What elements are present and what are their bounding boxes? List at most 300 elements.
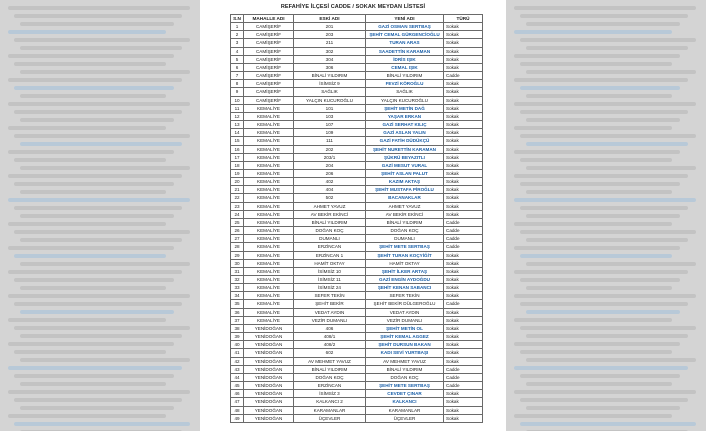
neighborhood-cell: CAMİŞERİF	[244, 47, 294, 55]
background-stripe	[8, 54, 174, 58]
background-stripe	[526, 22, 680, 26]
row-number: 31	[231, 267, 244, 275]
table-row	[231, 80, 483, 88]
old-name-cell: BİNALİ YILDIRIM	[294, 365, 366, 373]
background-stripe	[20, 310, 174, 314]
background-stripe	[20, 382, 166, 386]
type-cell: Cadde	[444, 300, 483, 308]
new-name-cell: FEVZİ KÖROĞLU	[366, 80, 444, 88]
new-name-cell: ŞEHİT METİN DAĞ	[366, 104, 444, 112]
background-stripe	[14, 398, 182, 402]
new-name-cell: ŞEHİT CEMAL GÜRGENCİOĞLU	[366, 31, 444, 39]
type-cell: Sokak	[444, 308, 483, 316]
neighborhood-cell: YENİDOĞAN	[244, 373, 294, 381]
table-row	[231, 104, 483, 112]
type-cell: Sokak	[444, 194, 483, 202]
row-number: 20	[231, 178, 244, 186]
table-row	[231, 398, 483, 406]
header-row	[231, 15, 483, 23]
background-stripe	[520, 422, 696, 426]
type-cell: Sokak	[444, 284, 483, 292]
new-name-cell: BACANAKLAR	[366, 194, 444, 202]
col-header-new-name: YENİ ADI	[366, 15, 444, 23]
background-stripe	[20, 286, 166, 290]
new-name-cell: ŞEHİT ASLAN PALUT	[366, 169, 444, 177]
neighborhood-cell: KEMALİYE	[244, 292, 294, 300]
new-name-cell: KAZIM AKTAŞ	[366, 178, 444, 186]
new-name-cell: ŞEHİT DURSUN BAKAN	[366, 341, 444, 349]
background-stripe	[526, 382, 672, 386]
background-stripe	[14, 254, 166, 258]
type-cell: Cadde	[444, 373, 483, 381]
new-name-cell: YAŞAR ERKAN	[366, 112, 444, 120]
col-header-no: S.N	[231, 15, 244, 23]
background-stripe	[520, 326, 696, 330]
background-stripe	[14, 230, 190, 234]
background-stripe	[526, 286, 672, 290]
table-row	[231, 121, 483, 129]
background-stripe	[514, 78, 688, 82]
old-name-cell: 408/1	[294, 333, 366, 341]
new-name-cell: KARAMANLAR	[366, 406, 444, 414]
background-stripe	[520, 350, 672, 354]
old-name-cell: AHMET YAVUZ	[294, 202, 366, 210]
background-stripe	[8, 78, 182, 82]
new-name-cell: GAZİ ENGİN AYDOĞDU	[366, 276, 444, 284]
neighborhood-cell: KEMALİYE	[244, 300, 294, 308]
neighborhood-cell: KEMALİYE	[244, 153, 294, 161]
neighborhood-cell: CAMİŞERİF	[244, 39, 294, 47]
old-name-cell: İSİMSİZ 10	[294, 267, 366, 275]
new-name-cell: İDRİS IŞIK	[366, 55, 444, 63]
background-stripe	[14, 14, 182, 18]
row-number: 26	[231, 227, 244, 235]
type-cell: Sokak	[444, 129, 483, 137]
new-name-cell: ŞEHİT MUSTAFA PİROĞLU	[366, 186, 444, 194]
neighborhood-cell: KEMALİYE	[244, 137, 294, 145]
table-row	[231, 406, 483, 414]
table-row	[231, 55, 483, 63]
background-stripe	[20, 406, 174, 410]
background-stripe	[526, 334, 688, 338]
table-row	[231, 112, 483, 120]
old-name-cell: 404	[294, 186, 366, 194]
old-name-cell: 402	[294, 178, 366, 186]
table-body	[231, 23, 483, 423]
table-row	[231, 349, 483, 357]
row-number: 1	[231, 23, 244, 31]
neighborhood-cell: KEMALİYE	[244, 129, 294, 137]
table-row	[231, 129, 483, 137]
row-number: 32	[231, 276, 244, 284]
type-cell: Sokak	[444, 104, 483, 112]
old-name-cell: 111	[294, 137, 366, 145]
new-name-cell: ŞEHİT BEKİR DÜLGEROĞLU	[366, 300, 444, 308]
table-row	[231, 186, 483, 194]
type-cell: Sokak	[444, 349, 483, 357]
background-stripe	[526, 142, 688, 146]
old-name-cell: KARAMANLAR	[294, 406, 366, 414]
row-number: 39	[231, 333, 244, 341]
neighborhood-cell: YENİDOĞAN	[244, 333, 294, 341]
background-stripe	[14, 326, 190, 330]
type-cell: Sokak	[444, 341, 483, 349]
table-row	[231, 414, 483, 422]
new-name-cell: SAĞLIK	[366, 88, 444, 96]
row-number: 24	[231, 210, 244, 218]
table-row	[231, 161, 483, 169]
background-stripe	[520, 14, 688, 18]
table-row	[231, 365, 483, 373]
type-cell: Cadde	[444, 227, 483, 235]
type-cell: Sokak	[444, 63, 483, 71]
background-stripe	[526, 214, 680, 218]
row-number: 18	[231, 161, 244, 169]
neighborhood-cell: YENİDOĞAN	[244, 390, 294, 398]
background-stripe	[20, 70, 190, 74]
background-stripe	[8, 270, 182, 274]
table-row	[231, 169, 483, 177]
background-stripe	[526, 262, 696, 266]
row-number: 36	[231, 308, 244, 316]
neighborhood-cell: YENİDOĞAN	[244, 414, 294, 422]
row-number: 14	[231, 129, 244, 137]
background-stripe	[20, 22, 174, 26]
table-row	[231, 259, 483, 267]
new-name-cell: ŞEHİT KENAN SABANCI	[366, 284, 444, 292]
table-row	[231, 373, 483, 381]
type-cell: Cadde	[444, 365, 483, 373]
old-name-cell: İSİMSİZ 9	[294, 80, 366, 88]
neighborhood-cell: YENİDOĞAN	[244, 349, 294, 357]
type-cell: Cadde	[444, 72, 483, 80]
background-stripe	[526, 406, 680, 410]
row-number: 49	[231, 414, 244, 422]
background-stripe	[14, 278, 174, 282]
type-cell: Sokak	[444, 259, 483, 267]
new-name-cell: BİNALİ YILDIRIM	[366, 72, 444, 80]
new-name-cell: ŞEHİT KEMAL AGGEZ	[366, 333, 444, 341]
new-name-cell: SAADETTİN KARAMAN	[366, 47, 444, 55]
old-name-cell: AV BEKİR EKİNCİ	[294, 210, 366, 218]
new-name-cell: ŞEHİT METE SERTBAŞ	[366, 243, 444, 251]
background-stripe	[520, 254, 672, 258]
background-stripe	[14, 110, 182, 114]
neighborhood-cell: CAMİŞERİF	[244, 31, 294, 39]
blurred-background-right	[506, 0, 706, 431]
old-name-cell: DOĞAN KOÇ	[294, 227, 366, 235]
row-number: 33	[231, 284, 244, 292]
background-stripe	[14, 158, 166, 162]
type-cell: Sokak	[444, 406, 483, 414]
table-row	[231, 153, 483, 161]
background-stripe	[20, 142, 182, 146]
old-name-cell: 502	[294, 194, 366, 202]
background-stripe	[20, 46, 182, 50]
type-cell: Sokak	[444, 47, 483, 55]
new-name-cell: AV MEHMET YAVUZ	[366, 357, 444, 365]
row-number: 46	[231, 390, 244, 398]
old-name-cell: 406	[294, 324, 366, 332]
old-name-cell: 201	[294, 23, 366, 31]
background-stripe	[14, 350, 166, 354]
new-name-cell: KALKANCI	[366, 398, 444, 406]
background-stripe	[8, 414, 166, 418]
background-stripe	[8, 390, 190, 394]
table-row	[231, 292, 483, 300]
type-cell: Sokak	[444, 186, 483, 194]
neighborhood-cell: KEMALİYE	[244, 276, 294, 284]
background-stripe	[14, 38, 190, 42]
neighborhood-cell: CAMİŞERİF	[244, 63, 294, 71]
background-stripe	[8, 294, 190, 298]
background-stripe	[14, 182, 174, 186]
neighborhood-cell: KEMALİYE	[244, 202, 294, 210]
neighborhood-cell: YENİDOĞAN	[244, 357, 294, 365]
background-stripe	[526, 46, 688, 50]
old-name-cell: DOĞAN KOÇ	[294, 373, 366, 381]
background-stripe	[14, 134, 190, 138]
row-number: 48	[231, 406, 244, 414]
neighborhood-cell: YENİDOĞAN	[244, 382, 294, 390]
row-number: 15	[231, 137, 244, 145]
background-stripe	[514, 294, 696, 298]
type-cell: Sokak	[444, 357, 483, 365]
neighborhood-cell: KEMALİYE	[244, 186, 294, 194]
table-row	[231, 300, 483, 308]
background-stripe	[520, 110, 688, 114]
old-name-cell: 203/1	[294, 153, 366, 161]
type-cell: Sokak	[444, 112, 483, 120]
neighborhood-cell: YENİDOĞAN	[244, 365, 294, 373]
type-cell: Cadde	[444, 218, 483, 226]
row-number: 30	[231, 259, 244, 267]
background-stripe	[14, 86, 174, 90]
old-name-cell: 304	[294, 55, 366, 63]
old-name-cell: HAMİT OKTAY	[294, 259, 366, 267]
table-row	[231, 72, 483, 80]
background-stripe	[8, 126, 166, 130]
type-cell: Sokak	[444, 169, 483, 177]
neighborhood-cell: KEMALİYE	[244, 169, 294, 177]
neighborhood-cell: KEMALİYE	[244, 161, 294, 169]
table-row	[231, 63, 483, 71]
background-stripe	[14, 62, 166, 66]
new-name-cell: KADI SEVİ YURTBAŞI	[366, 349, 444, 357]
old-name-cell: 107	[294, 121, 366, 129]
background-stripe	[20, 118, 174, 122]
neighborhood-cell: KEMALİYE	[244, 284, 294, 292]
table-row	[231, 88, 483, 96]
background-stripe	[514, 54, 680, 58]
background-stripe	[526, 190, 672, 194]
row-number: 42	[231, 357, 244, 365]
background-stripe	[520, 398, 688, 402]
old-name-cell: 103	[294, 112, 366, 120]
old-name-cell: ERZİNCAN	[294, 243, 366, 251]
type-cell: Sokak	[444, 137, 483, 145]
new-name-cell: VEDAT AYDIN	[366, 308, 444, 316]
old-name-cell: 302	[294, 47, 366, 55]
type-cell: Sokak	[444, 80, 483, 88]
neighborhood-cell: KEMALİYE	[244, 316, 294, 324]
row-number: 37	[231, 316, 244, 324]
new-name-cell: GAZİ MESUT VURAL	[366, 161, 444, 169]
row-number: 38	[231, 324, 244, 332]
background-stripe	[514, 270, 688, 274]
background-stripe	[526, 238, 688, 242]
neighborhood-cell: KEMALİYE	[244, 104, 294, 112]
row-number: 28	[231, 243, 244, 251]
type-cell: Sokak	[444, 39, 483, 47]
neighborhood-cell: YENİDOĞAN	[244, 398, 294, 406]
old-name-cell: BİNALİ YILDIRIM	[294, 218, 366, 226]
old-name-cell: AV MEHMET YAVUZ	[294, 357, 366, 365]
table-row	[231, 382, 483, 390]
background-stripe	[8, 150, 174, 154]
new-name-cell: GAZİ FATİH DÜDÜKÇÜ	[366, 137, 444, 145]
type-cell: Sokak	[444, 23, 483, 31]
table-row	[231, 276, 483, 284]
neighborhood-cell: KEMALİYE	[244, 267, 294, 275]
type-cell: Sokak	[444, 31, 483, 39]
row-number: 23	[231, 202, 244, 210]
document-title: REFAHİYE İLÇESİ CADDE / SOKAK MEYDAN LİSTESİ	[280, 4, 426, 10]
background-stripe	[526, 166, 696, 170]
row-number: 8	[231, 80, 244, 88]
background-stripe	[8, 366, 182, 370]
row-number: 5	[231, 55, 244, 63]
neighborhood-cell: CAMİŞERİF	[244, 80, 294, 88]
background-stripe	[520, 38, 696, 42]
col-header-old-name: ESKİ ADI	[294, 15, 366, 23]
row-number: 19	[231, 169, 244, 177]
background-stripe	[514, 246, 680, 250]
old-name-cell: 202	[294, 145, 366, 153]
background-stripe	[526, 118, 680, 122]
type-cell: Sokak	[444, 145, 483, 153]
row-number: 6	[231, 63, 244, 71]
type-cell: Sokak	[444, 316, 483, 324]
new-name-cell: ŞEHİT METE SERTBAŞ	[366, 382, 444, 390]
neighborhood-cell: KEMALİYE	[244, 227, 294, 235]
old-name-cell: İSİMSİZ 11	[294, 276, 366, 284]
table-row	[231, 178, 483, 186]
old-name-cell: SAĞLIK	[294, 88, 366, 96]
background-stripe	[526, 94, 672, 98]
row-number: 40	[231, 341, 244, 349]
row-number: 27	[231, 235, 244, 243]
row-number: 34	[231, 292, 244, 300]
background-stripe	[14, 302, 182, 306]
neighborhood-cell: KEMALİYE	[244, 218, 294, 226]
neighborhood-cell: KEMALİYE	[244, 251, 294, 259]
table-row	[231, 31, 483, 39]
background-stripe	[520, 230, 696, 234]
old-name-cell: 211	[294, 39, 366, 47]
table-row	[231, 267, 483, 275]
type-cell: Sokak	[444, 153, 483, 161]
table-row	[231, 23, 483, 31]
neighborhood-cell: CAMİŞERİF	[244, 55, 294, 63]
background-stripe	[514, 318, 672, 322]
neighborhood-cell: KEMALİYE	[244, 210, 294, 218]
background-stripe	[14, 422, 190, 426]
background-stripe	[20, 238, 182, 242]
type-cell: Cadde	[444, 243, 483, 251]
type-cell: Sokak	[444, 414, 483, 422]
neighborhood-cell: KEMALİYE	[244, 145, 294, 153]
table-row	[231, 194, 483, 202]
street-list-table	[230, 14, 483, 423]
background-stripe	[20, 94, 166, 98]
type-cell: Cadde	[444, 235, 483, 243]
background-stripe	[8, 6, 190, 10]
background-stripe	[8, 198, 190, 202]
type-cell: Sokak	[444, 55, 483, 63]
neighborhood-cell: KEMALİYE	[244, 243, 294, 251]
old-name-cell: VEZİR DUMANLI	[294, 316, 366, 324]
old-name-cell: VEDAT AYDIN	[294, 308, 366, 316]
background-stripe	[520, 206, 688, 210]
new-name-cell: DUMANLI	[366, 235, 444, 243]
table-row	[231, 218, 483, 226]
old-name-cell: BİNALİ YILDIRIM	[294, 72, 366, 80]
neighborhood-cell: KEMALİYE	[244, 121, 294, 129]
neighborhood-cell: KEMALİYE	[244, 259, 294, 267]
background-stripe	[20, 334, 182, 338]
neighborhood-cell: YENİDOĞAN	[244, 341, 294, 349]
table-row	[231, 47, 483, 55]
new-name-cell: TURAN ARAS	[366, 39, 444, 47]
table-row	[231, 341, 483, 349]
row-number: 44	[231, 373, 244, 381]
document-page	[200, 0, 506, 431]
table-header	[231, 15, 483, 23]
old-name-cell: 204	[294, 161, 366, 169]
table-row	[231, 39, 483, 47]
new-name-cell: ŞÜKRÜ BEYAZITLI	[366, 153, 444, 161]
table-row	[231, 308, 483, 316]
type-cell: Sokak	[444, 324, 483, 332]
old-name-cell: İSİMSİZ 3	[294, 390, 366, 398]
table-row	[231, 137, 483, 145]
old-name-cell: YALÇIN KUCUROĞLU	[294, 96, 366, 104]
neighborhood-cell: KEMALİYE	[244, 112, 294, 120]
type-cell: Sokak	[444, 178, 483, 186]
new-name-cell: ŞEHİT İLKER ARTAŞ	[366, 267, 444, 275]
type-cell: Sokak	[444, 202, 483, 210]
background-stripe	[14, 206, 182, 210]
background-stripe	[514, 366, 688, 370]
old-name-cell: 408/2	[294, 341, 366, 349]
neighborhood-cell: KEMALİYE	[244, 235, 294, 243]
background-stripe	[14, 374, 174, 378]
background-stripe	[526, 310, 680, 314]
background-stripe	[8, 102, 190, 106]
table-row	[231, 243, 483, 251]
background-stripe	[514, 102, 696, 106]
background-stripe	[514, 414, 672, 418]
background-stripe	[8, 342, 174, 346]
background-stripe	[514, 390, 696, 394]
row-number: 45	[231, 382, 244, 390]
background-stripe	[20, 214, 174, 218]
new-name-cell: ŞEHİT METİN OL	[366, 324, 444, 332]
old-name-cell: DUMANLI	[294, 235, 366, 243]
background-stripe	[520, 374, 680, 378]
old-name-cell: 306	[294, 63, 366, 71]
